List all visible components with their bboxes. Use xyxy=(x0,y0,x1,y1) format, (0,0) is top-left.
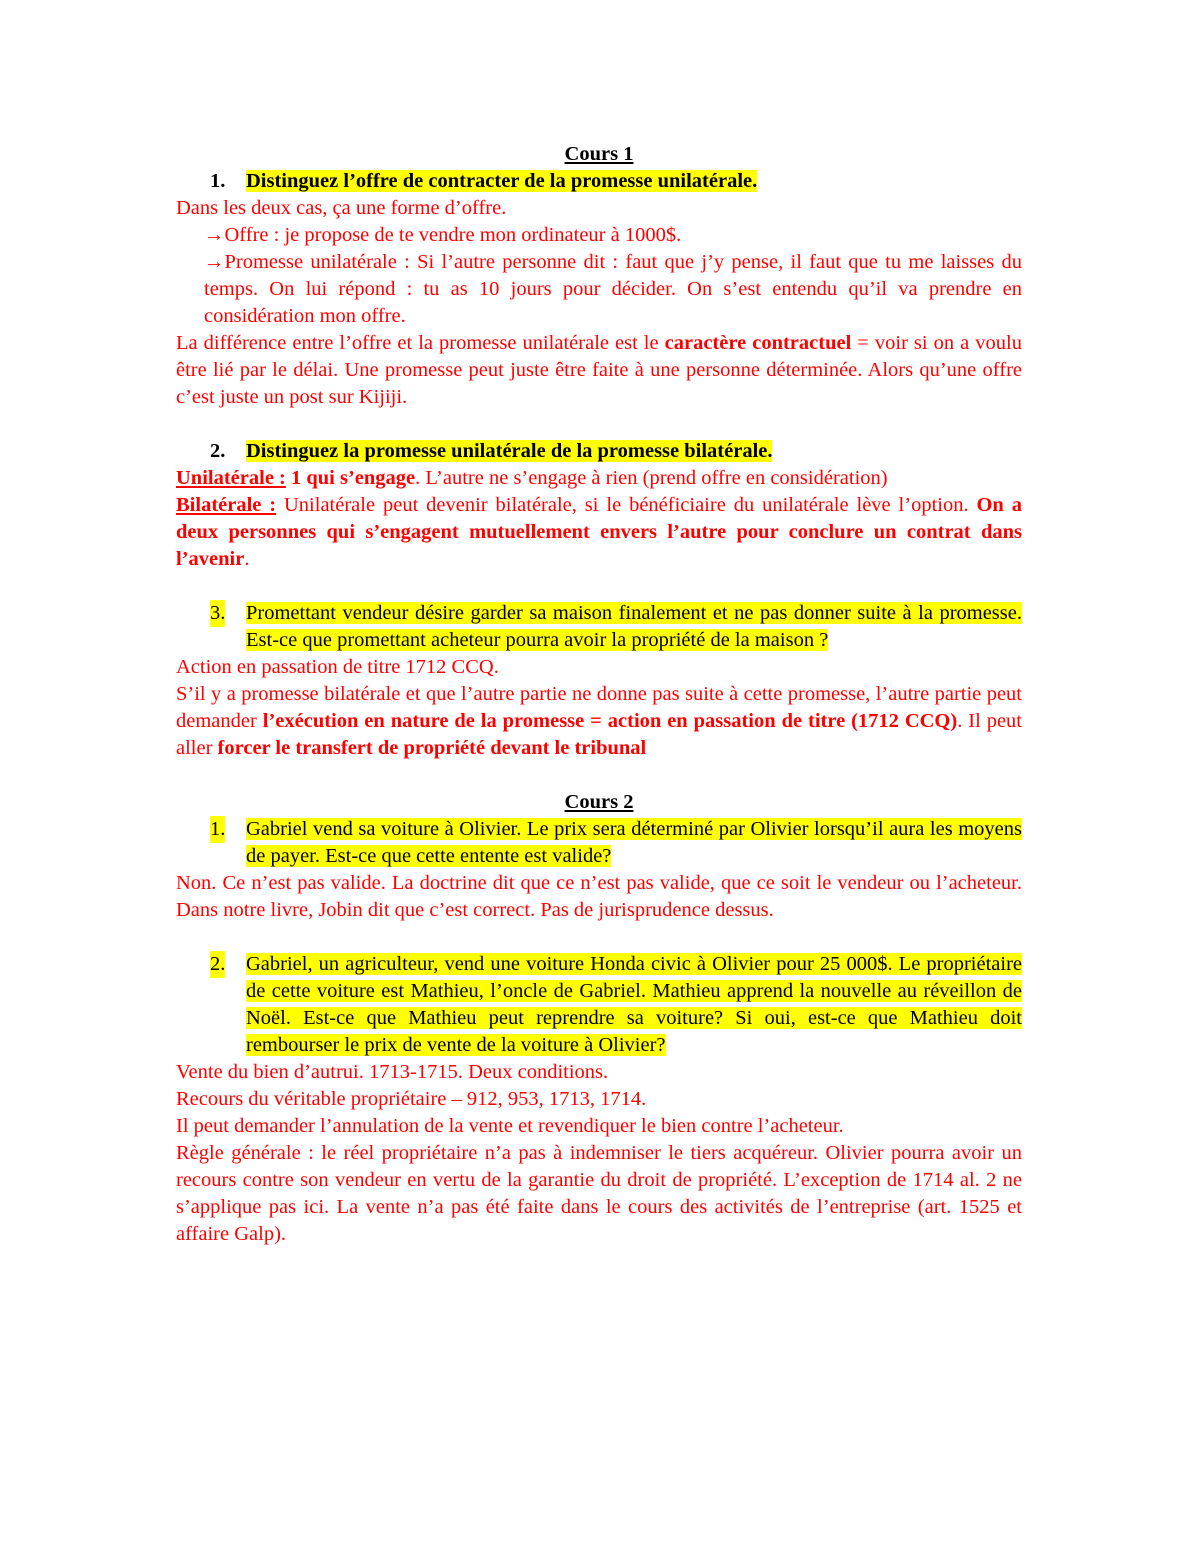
arrow-item xyxy=(176,249,1022,330)
answer-bold-text: On a deux personnes qui s’engagent mutuellement envers l’autre pour conclure un contrat dans l’avenir xyxy=(176,494,1022,570)
question-1-2 xyxy=(176,438,1022,465)
arrow-icon: → xyxy=(204,224,225,246)
question-number: 2. xyxy=(210,440,226,462)
answer-text: S’il y a promesse bilatérale et que l’autre partie ne donne pas suite à cette promesse, l’autre partie peut demander xyxy=(176,683,1022,732)
question-2-2 xyxy=(176,951,1022,1059)
answer-text: . L’autre ne s’engage à rien (prend offre en considération) xyxy=(415,467,888,489)
answer-paragraph xyxy=(176,681,1022,762)
section-title-cours-1: Cours 1 xyxy=(564,143,634,165)
section-title-cours-2: Cours 2 xyxy=(564,791,634,813)
question-text: Promettant vendeur désire garder sa maison finalement et ne pas donner suite à la promesse. Est-ce que promettant acheteur pourra avoir la propriété de la maison ? xyxy=(246,602,1022,651)
answer-bold-text: caractère contractuel xyxy=(664,332,852,354)
question-text: Distinguez la promesse unilatérale de la promesse bilatérale. xyxy=(246,440,773,462)
answer-line: Recours du véritable propriétaire – 912, 953, 1713, 1714. xyxy=(176,1088,647,1110)
question-number: 1. xyxy=(210,170,226,192)
term-label: Bilatérale : xyxy=(176,494,277,516)
answer-bold-text: 1 qui s’engage xyxy=(285,467,416,489)
arrow-item-text: Promesse unilatérale : Si l’autre personne dit : faut que j’y pense, il faut que tu me laisses du temps. On lui répond : tu as 10 jours pour décider. On s’est entendu qu’il va prendre en considération mon offre. xyxy=(204,251,1022,327)
arrow-icon: → xyxy=(204,251,225,273)
arrow-item xyxy=(176,222,1022,249)
answer-line: Dans les deux cas, ça une forme d’offre. xyxy=(176,197,507,219)
answer-bold-text: forcer le transfert de propriété devant le tribunal xyxy=(217,737,647,759)
question-2-1 xyxy=(176,816,1022,870)
term-label: Unilatérale : xyxy=(176,467,286,489)
question-1-3 xyxy=(176,600,1022,654)
answer-text: = voir si on a voulu être lié par le délai. Une promesse peut juste être faite à une personne déterminée. Alors qu’une offre c’est juste un post sur Kijiji. xyxy=(176,332,1022,408)
answer-text: . Il peut aller xyxy=(176,710,1022,759)
answer-text: La différence entre l’offre et la promesse unilatérale est le xyxy=(176,332,665,354)
arrow-item-text: Offre : je propose de te vendre mon ordinateur à 1000$. xyxy=(224,224,682,246)
question-text: Distinguez l’offre de contracter de la promesse unilatérale. xyxy=(246,170,758,192)
document-content xyxy=(176,141,1022,1248)
question-1-1 xyxy=(176,168,1022,195)
answer-paragraph: Règle générale : le réel propriétaire n’a pas à indemniser le tiers acquéreur. Olivier pourra avoir un recours contre son vendeur en vertu de la garantie du droit de propriété. L’exception de 1714 al. 2 ne s’applique pas ici. La vente n’a pas été faite dans le cours des activités de l’entreprise (art. 1525 et affaire Galp). xyxy=(176,1142,1022,1245)
answer-text: Unilatérale peut devenir bilatérale, si le bénéficiaire du unilatérale lève l’option. xyxy=(276,494,977,516)
question-text: Gabriel vend sa voiture à Olivier. Le prix sera déterminé par Olivier lorsqu’il aura les moyens de payer. Est-ce que cette entente est valide? xyxy=(246,818,1022,867)
answer-line: Il peut demander l’annulation de la vente et revendiquer le bien contre l’acheteur. xyxy=(176,1115,844,1137)
question-text: Gabriel, un agriculteur, vend une voiture Honda civic à Olivier pour 25 000$. Le propriétaire de cette voiture est Mathieu, l’oncle de Gabriel. Mathieu apprend la nouvelle au réveillon de Noël. Est-ce que Mathieu peut reprendre sa voiture? Si oui, est-ce que Mathieu doit rembourser le prix de vente de la voiture à Olivier? xyxy=(246,953,1022,1056)
answer-line: Vente du bien d’autrui. 1713-1715. Deux conditions. xyxy=(176,1061,609,1083)
answer-text: . xyxy=(244,548,250,570)
answer-paragraph xyxy=(176,330,1022,411)
question-number: 2. xyxy=(210,951,225,978)
answer-line: Action en passation de titre 1712 CCQ. xyxy=(176,656,499,678)
answer-bold-text: l’exécution en nature de la promesse = action en passation de titre (1712 CCQ) xyxy=(262,710,958,732)
answer-paragraph-bilateral xyxy=(176,492,1022,573)
answer-paragraph: Non. Ce n’est pas valide. La doctrine dit que ce n’est pas valide, que ce soit le vendeur ou l’acheteur. Dans notre livre, Jobin dit que c’est correct. Pas de jurisprudence dessus. xyxy=(176,872,1022,921)
question-number: 1. xyxy=(210,816,225,843)
answer-line-unilateral xyxy=(176,465,1022,492)
question-number: 3. xyxy=(210,600,225,627)
